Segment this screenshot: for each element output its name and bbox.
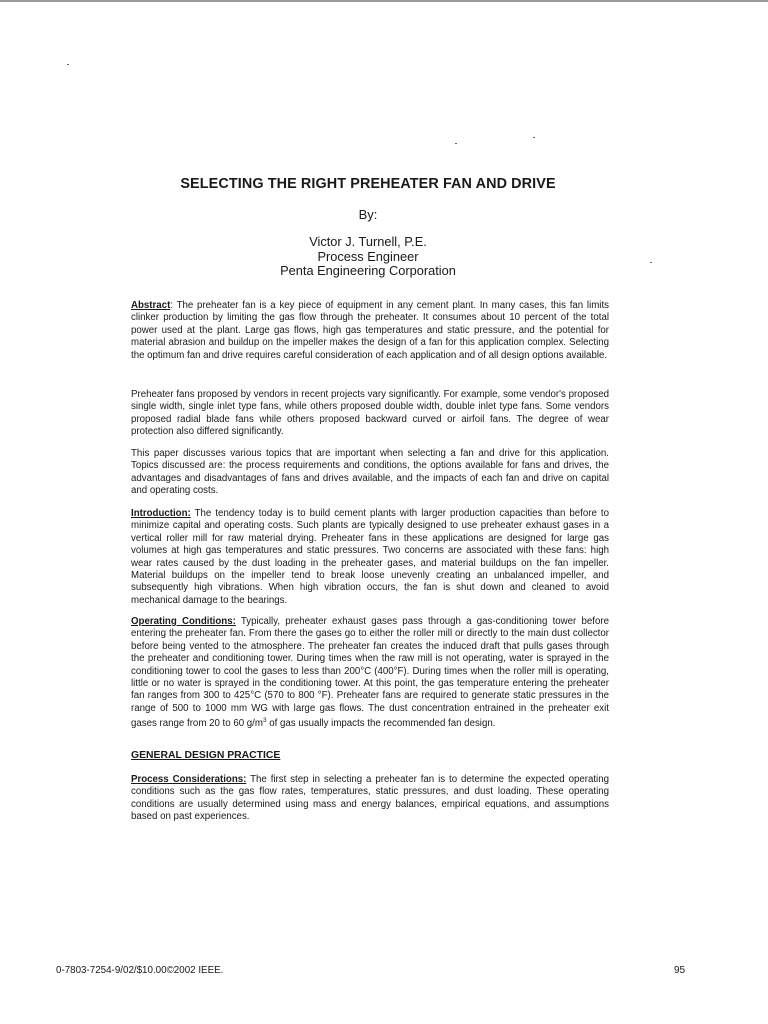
page-number: 95 — [674, 965, 686, 976]
byline: By: — [358, 207, 378, 222]
author-role: Process Engineer — [317, 248, 419, 264]
section-heading-general-design: GENERAL DESIGN PRACTICE — [131, 750, 281, 761]
operating-conditions-label: Operating Conditions: — [131, 616, 236, 627]
process-considerations-paragraph — [131, 774, 609, 824]
abstract-paragraph — [131, 300, 609, 362]
operating-conditions-text: Typically, preheater exhaust gases pass through a gas-conditioning tower before entering the preheater fan. From there the gases go to either the roller mill or directly to the main dust collector before being vented to the atmosphere. The preheater fan creates the induced draft that pulls gases through the preheater and conditioning tower. During times when the raw mill is not operating, water is sprayed in the conditioning tower to cool the gases to less than 200°C (400°F). During times when the roller mill is operating, little or no water is sprayed in the conditioning tower. At this point, the gas temperature entering the preheater fan ranges from 300 to 425°C (570 to 800 °F). Preheater fans are required to generate static pressures in the range of 500 to 1000 mm WG with large gas flows. The dust concentration entrained in the preheater exit gases range from 20 to 60 g/m — [131, 616, 610, 730]
scan-speck — [67, 64, 69, 65]
abstract-label: Abstract — [131, 300, 171, 311]
topics-paragraph: This paper discusses various topics that are important when selecting a fan and drive for this application. Topics discussed are: the process requirements and conditions, the options available for fans and drives, the advantages and disadvantages of fans and drives available, and the impacts of each fan and drive on capital and operating costs. — [131, 448, 609, 497]
superscript-three: 3 — [262, 717, 267, 725]
copyright-code: 0-7803-7254-9/02/$10.00©2002 IEEE. — [56, 965, 224, 976]
vendors-paragraph: Preheater fans proposed by vendors in recent projects vary significantly. For example, some vendor's proposed single width, single inlet type fans, while others proposed double width, double inlet type fans. Some vendors proposed radial blade fans while others proposed backward curved or airfoil fans. The degree of wear protection also differed significantly. — [131, 389, 609, 438]
process-considerations-label: Process Considerations: — [131, 774, 247, 785]
page-top-border — [0, 0, 768, 2]
introduction-text: The tendency today is to build cement plants with larger production capacities than before to minimize capital and operating costs. Such plants are typically designed to use preheater exhaust gases in a vertical roller mill for raw material drying. Preheater fans in these applications are designed for large gas volumes at high gas temperatures and static pressures. Two concerns are associated with these fans: high wear rates caused by the dust loading in the preheater gases, and material buildups on the fan impeller. Material buildups on the impeller tend to break loose unevenly creating an unbalanced impeller, and subsequently high vibrations. When high vibration occurs, the fan is shut down and cleaned to avoid mechanical damage to the bearings. — [131, 508, 609, 606]
operating-conditions-paragraph — [131, 616, 609, 731]
abstract-text: : The preheater fan is a key piece of equipment in any cement plant. In many cases, this fan limits clinker production by limiting the gas flow through the preheater. It consumes about 10 percent of the total power used at the plant. Large gas flows, high gas temperatures and static pressure, and the potential for material abrasion and buildup on the impeller makes the design of a fan for this application complex. Selecting the optimum fan and drive requires careful consideration of each application and of all design options available. — [131, 300, 609, 361]
author-name: Victor J. Turnell, P.E. — [309, 234, 427, 249]
introduction-label: Introduction: — [131, 508, 191, 519]
scan-speck — [455, 143, 457, 144]
author-block — [0, 235, 736, 279]
scan-speck — [533, 137, 535, 138]
introduction-paragraph — [131, 508, 609, 607]
process-considerations-text: The first step in selecting a preheater fan is to determine the expected operating conditions such as the gas flow rates, temperatures, static pressures, and dust loading. These operating conditions are usually determined using mass and energy balances, empirical equations, and assumptions based on past experiences. — [131, 774, 609, 823]
paper-title: SELECTING THE RIGHT PREHEATER FAN AND DRIVE — [180, 176, 556, 192]
author-organization: Penta Engineering Corporation — [280, 263, 456, 278]
operating-conditions-text-end: of gas usually impacts the recommended fan design. — [266, 718, 496, 730]
